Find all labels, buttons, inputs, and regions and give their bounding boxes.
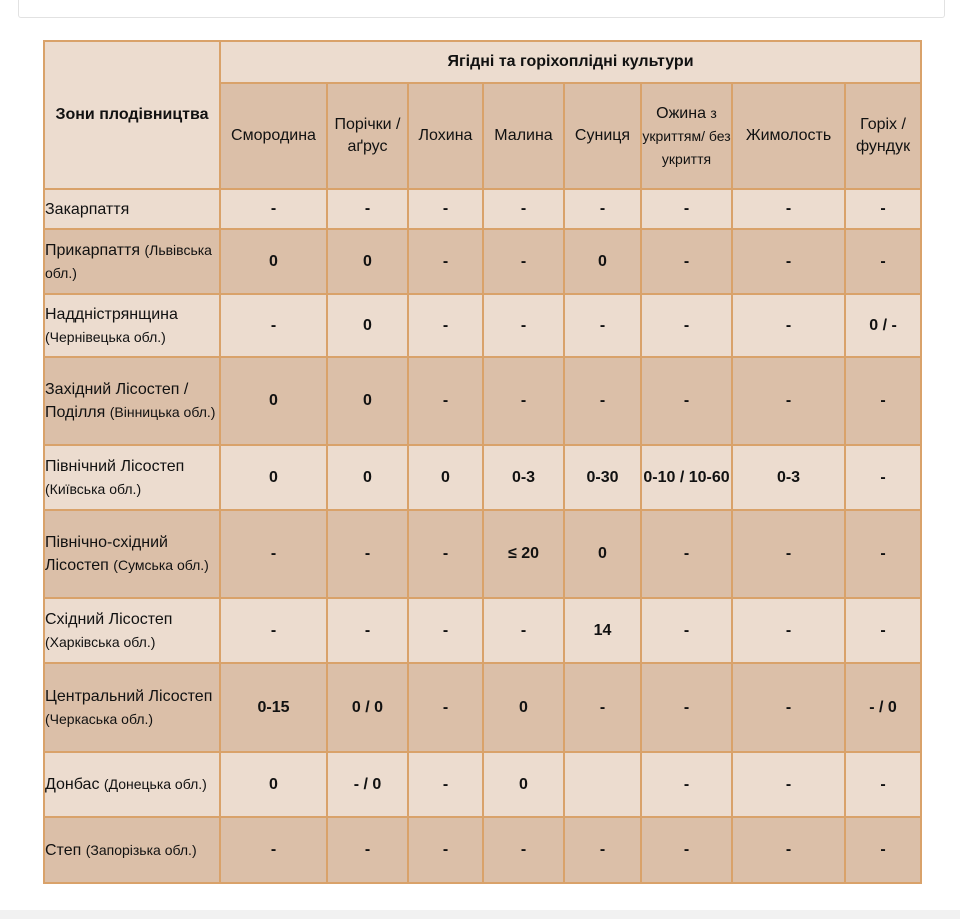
bottom-strip [0, 910, 960, 919]
value-cell: 0 [327, 357, 408, 445]
zone-name: Північний Лісостеп [45, 457, 185, 475]
table-row [44, 445, 921, 510]
value-cell: 0 [220, 445, 327, 510]
value-cell: 0-10 / 10-60 [641, 445, 732, 510]
value-cell: - [483, 357, 564, 445]
value-cell: - [327, 189, 408, 229]
zone-cell [44, 510, 220, 598]
zone-name: Західний Лісостеп / Поділля [45, 381, 189, 421]
value-cell: - [641, 817, 732, 883]
crop-name: Горіх / фундук [855, 116, 911, 155]
zone-header-text: Зони плодівництва [55, 106, 209, 123]
zone-region: (Донецька обл.) [103, 776, 207, 792]
value-cell: - [732, 752, 845, 817]
value-cell: - [732, 294, 845, 357]
table-row [44, 294, 921, 357]
zone-region: (Харківська обл.) [45, 633, 156, 650]
value-cell: 0-3 [732, 445, 845, 510]
value-cell: - [220, 598, 327, 663]
value-cell: 0-15 [220, 663, 327, 752]
value-cell: - [641, 510, 732, 598]
value-cell: 0 [220, 229, 327, 294]
value-cell: - / 0 [327, 752, 408, 817]
crop-header-honeysuckle [732, 83, 845, 189]
zone-region: (Запорізька обл.) [85, 841, 197, 858]
table-row [44, 189, 921, 229]
value-cell: - [641, 752, 732, 817]
value-cell: - [845, 752, 921, 817]
zone-cell [44, 294, 220, 357]
value-cell: 0 [483, 752, 564, 817]
value-cell: - [641, 598, 732, 663]
value-cell: 0 [327, 294, 408, 357]
zone-name: Центральний Лісостеп [45, 687, 213, 705]
value-cell: - [732, 189, 845, 229]
crop-name: Порічки / аґрус [334, 116, 401, 155]
zone-cell [44, 189, 220, 229]
value-cell: - [732, 598, 845, 663]
value-cell: 0-30 [564, 445, 641, 510]
value-cell: - [220, 189, 327, 229]
zone-name: Прикарпаття [45, 241, 141, 259]
value-cell: - [408, 510, 483, 598]
zone-region: (Черкаська обл.) [45, 710, 154, 727]
value-cell: - [845, 189, 921, 229]
crop-group-header [220, 41, 921, 83]
crop-name: Малина [494, 127, 553, 144]
value-cell: 0 [220, 752, 327, 817]
crop-name: Лохина [418, 127, 473, 144]
value-cell: 0 [483, 663, 564, 752]
value-cell: - [327, 510, 408, 598]
zone-name: Степ [45, 841, 82, 859]
value-cell: 0 [564, 510, 641, 598]
zone-cell [44, 598, 220, 663]
value-cell: - [641, 357, 732, 445]
value-cell: - [732, 510, 845, 598]
berry-crops-table [43, 40, 922, 884]
table-row [44, 663, 921, 752]
crop-name: Смородина [231, 127, 316, 144]
value-cell: - [408, 817, 483, 883]
value-cell: - [732, 817, 845, 883]
value-cell: - [408, 663, 483, 752]
crop-subname: з укриттям/ без укриття [642, 104, 731, 167]
zone-name: Північно-східний Лісостеп [45, 534, 168, 574]
value-cell: - [641, 229, 732, 294]
zone-cell [44, 663, 220, 752]
crop-name: Жимолость [745, 127, 832, 144]
table-row [44, 357, 921, 445]
value-cell: 0 [408, 445, 483, 510]
crop-header-redcurrant-gooseberry [327, 83, 408, 189]
value-cell: - [641, 189, 732, 229]
value-cell: - [564, 189, 641, 229]
value-cell: - [564, 357, 641, 445]
group-header-text: Ягідні та горіхоплідні культури [447, 53, 694, 70]
value-cell: - [732, 357, 845, 445]
zone-cell [44, 357, 220, 445]
zone-column-header [44, 41, 220, 189]
zone-region: (Чернівецька обл.) [45, 328, 166, 345]
table-body [44, 189, 921, 883]
zone-name: Закарпаття [45, 200, 130, 218]
zone-name: Наддністрянщина [45, 305, 178, 323]
top-card-edge [18, 0, 945, 18]
zone-region: (Львівська обл.) [45, 241, 212, 281]
crop-header-blueberry [408, 83, 483, 189]
zone-cell [44, 445, 220, 510]
table-row [44, 510, 921, 598]
value-cell: - [483, 229, 564, 294]
value-cell: - [732, 229, 845, 294]
crop-header-blackberry [641, 83, 732, 189]
crop-header-raspberry [483, 83, 564, 189]
value-cell: - [483, 598, 564, 663]
zone-region: (Київська обл.) [45, 480, 142, 497]
value-cell: - [408, 598, 483, 663]
value-cell: - [564, 294, 641, 357]
value-cell: 0 [220, 357, 327, 445]
value-cell: - [408, 752, 483, 817]
zone-cell [44, 817, 220, 883]
crop-header-walnut-hazelnut [845, 83, 921, 189]
value-cell: - [327, 598, 408, 663]
value-cell: - [641, 663, 732, 752]
value-cell: - [483, 817, 564, 883]
value-cell: - [220, 510, 327, 598]
zone-name: Східний Лісостеп [45, 610, 173, 628]
value-cell: - [564, 817, 641, 883]
crop-header-currant [220, 83, 327, 189]
value-cell: ≤ 20 [483, 510, 564, 598]
crop-name: Суниця [574, 127, 631, 144]
value-cell: - [845, 229, 921, 294]
zone-name: Донбас [45, 776, 100, 793]
value-cell: - / 0 [845, 663, 921, 752]
crop-name: Ожина [656, 104, 706, 122]
value-cell: - [408, 357, 483, 445]
zone-region: (Вінницька обл.) [109, 404, 216, 420]
value-cell [564, 752, 641, 817]
table-row [44, 229, 921, 294]
value-cell: 14 [564, 598, 641, 663]
value-cell: 0 [564, 229, 641, 294]
value-cell: - [220, 294, 327, 357]
value-cell: - [220, 817, 327, 883]
value-cell: - [845, 510, 921, 598]
value-cell: - [483, 189, 564, 229]
value-cell: - [564, 663, 641, 752]
value-cell: - [408, 294, 483, 357]
value-cell: - [641, 294, 732, 357]
table-row [44, 752, 921, 817]
zone-cell [44, 229, 220, 294]
value-cell: - [327, 817, 408, 883]
crop-header-strawberry [564, 83, 641, 189]
value-cell: - [408, 189, 483, 229]
value-cell: - [845, 357, 921, 445]
value-cell: - [732, 663, 845, 752]
zone-cell [44, 752, 220, 817]
value-cell: - [845, 598, 921, 663]
value-cell: 0 [327, 229, 408, 294]
table-row [44, 598, 921, 663]
value-cell: 0 / - [845, 294, 921, 357]
value-cell: - [845, 817, 921, 883]
table-row [44, 817, 921, 883]
value-cell: - [483, 294, 564, 357]
value-cell: 0-3 [483, 445, 564, 510]
value-cell: 0 / 0 [327, 663, 408, 752]
value-cell: - [408, 229, 483, 294]
value-cell: - [845, 445, 921, 510]
zone-region: (Сумська обл.) [113, 557, 209, 573]
value-cell: 0 [327, 445, 408, 510]
